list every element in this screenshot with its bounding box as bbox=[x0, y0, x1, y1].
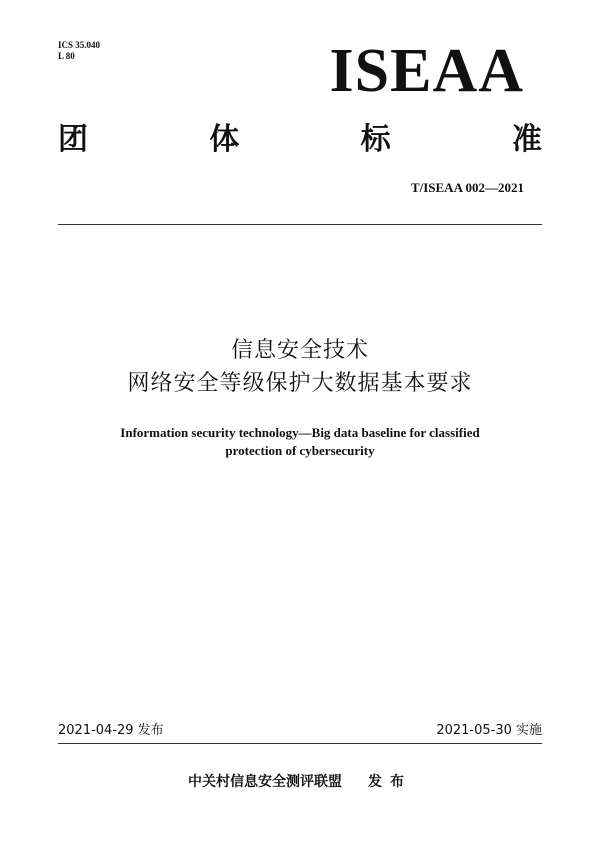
document-type-heading bbox=[58, 122, 542, 158]
title-cn-line1: 信息安全技术 bbox=[230, 338, 369, 363]
standard-number: T/ISEAA 002—2021 bbox=[410, 180, 524, 195]
issue-date: 2021-04-29 发布 bbox=[58, 723, 164, 738]
doc-type-char: 体 bbox=[209, 122, 240, 157]
classification-codes bbox=[58, 40, 100, 62]
publisher-verb: 发布 bbox=[368, 774, 412, 790]
publisher-org: 中关村信息安全测评联盟 bbox=[188, 774, 342, 790]
title-en-line2: protection of cybersecurity bbox=[225, 443, 375, 458]
organization-logo: ISEAA bbox=[329, 37, 524, 105]
publisher-line bbox=[0, 772, 600, 792]
footer-divider bbox=[58, 743, 542, 744]
title-en-line1: Information security technology—Big data baseline for classified bbox=[120, 425, 480, 440]
ics-code: ICS 35.040 bbox=[58, 40, 101, 50]
class-code: L 80 bbox=[58, 51, 75, 61]
doc-type-char: 准 bbox=[511, 122, 542, 157]
doc-type-char: 标 bbox=[360, 122, 391, 157]
header-divider bbox=[58, 224, 542, 225]
implement-date: 2021-05-30 实施 bbox=[436, 723, 542, 738]
title-cn-line2: 网络安全等级保护大数据基本要求 bbox=[127, 371, 473, 396]
doc-type-char: 团 bbox=[58, 122, 88, 157]
